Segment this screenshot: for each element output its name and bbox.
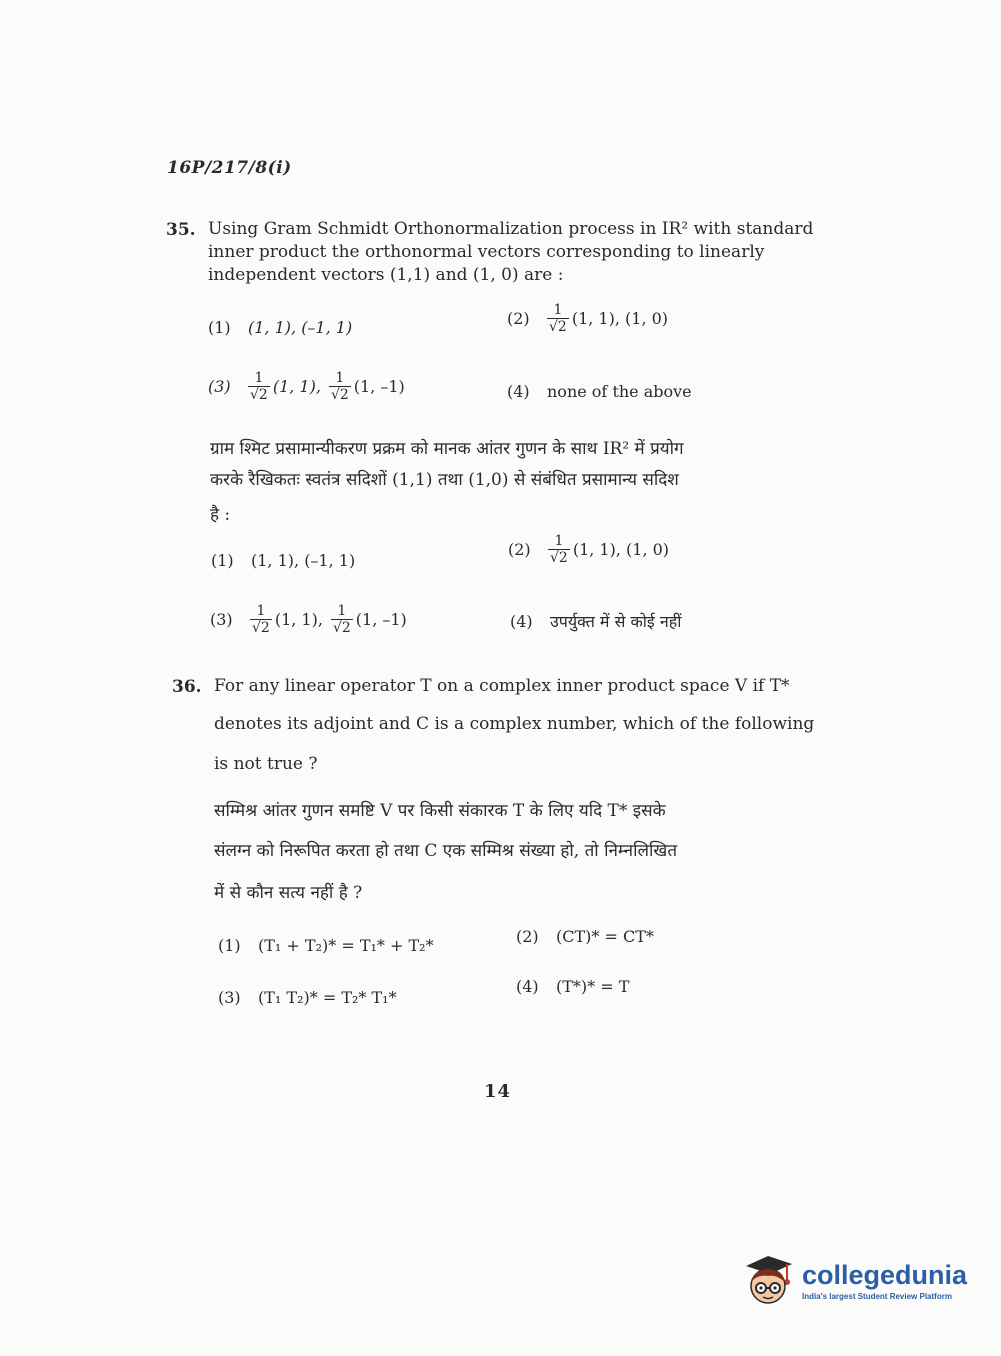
option-text: (1, 1), (1, 0)	[572, 540, 670, 559]
collegedunia-watermark	[742, 1252, 967, 1310]
option-label: (1)	[211, 551, 234, 570]
question-36-hi-line-1: सम्मिश्र आंतर गुणन समष्टि V पर किसी संकारक T के लिए यदि T* इसके	[214, 801, 666, 821]
q35-hi-option-4	[510, 610, 681, 632]
question-35-hi-line-2: करके रैखिकतः स्वतंत्र सदिशों (1,1) तथा (1,0) से संबंधित प्रसामान्य सदिश	[210, 470, 679, 490]
question-36-number: 36.	[172, 677, 202, 697]
option-label: (1)	[218, 936, 241, 955]
q35-en-option-4	[507, 382, 692, 401]
q36-option-1	[218, 936, 434, 955]
option-text: (CT)* = CT*	[556, 927, 654, 946]
q35-hi-option-1	[211, 551, 355, 570]
option-text: (1, 1), (–1, 1)	[248, 318, 353, 337]
q35-en-option-3	[208, 370, 405, 403]
question-35-hi-line-3: है :	[210, 505, 231, 525]
option-label: (3)	[218, 988, 241, 1007]
q35-hi-option-3	[210, 603, 407, 636]
question-35-line-2: inner product the orthonormal vectors corresponding to linearly	[208, 242, 765, 262]
fraction: $\frac{1}{√2}$	[250, 370, 268, 403]
paper-code: 16P/217/8(i)	[167, 158, 292, 178]
mascot-icon	[742, 1252, 796, 1310]
brand-name: collegedunia	[802, 1260, 968, 1290]
option-text: (T*)* = T	[556, 977, 630, 996]
question-35-line-1: Using Gram Schmidt Orthonormalization process in IR² with standard	[208, 219, 814, 239]
option-label: (2)	[508, 540, 531, 559]
option-text: (1, –1)	[353, 377, 405, 396]
option-text: none of the above	[547, 382, 692, 401]
option-text: (T₁ + T₂)* = T₁* + T₂*	[258, 936, 434, 955]
option-label: (2)	[516, 927, 539, 946]
option-text: (1, 1), (–1, 1)	[251, 551, 356, 570]
q35-en-option-1	[208, 318, 352, 337]
option-label: (4)	[510, 611, 533, 631]
q35-en-option-2	[507, 302, 668, 335]
question-35-hi-line-1: ग्राम श्मिट प्रसामान्यीकरण प्रक्रम को मानक आंतर गुणन के साथ IR² में प्रयोग	[210, 439, 684, 459]
option-text: (1, 1),	[274, 610, 323, 629]
option-text: (1, 1),	[272, 377, 321, 396]
q36-option-2	[516, 927, 654, 946]
question-36-line-2: denotes its adjoint and C is a complex number, which of the following	[214, 714, 815, 734]
option-text: उपर्युक्त में से कोई नहीं	[550, 612, 682, 631]
fraction: $\frac{1}{√2}$	[550, 533, 568, 566]
q35-hi-option-2	[508, 533, 669, 566]
question-36-hi-line-2: संलग्न को निरूपित करता हो तथा C एक सम्मिश्र संख्या हो, तो निम्नलिखित	[214, 841, 678, 861]
fraction: $\frac{1}{√2}$	[549, 302, 567, 335]
q36-option-4	[516, 977, 629, 996]
question-35-number: 35.	[166, 220, 196, 240]
page-number: 14	[484, 1081, 512, 1102]
question-35-line-3: independent vectors (1,1) and (1, 0) are :	[208, 265, 564, 285]
question-36-line-3: is not true ?	[214, 754, 318, 774]
fraction: $\frac{1}{√2}$	[332, 603, 351, 636]
option-text: (T₁ T₂)* = T₂* T₁*	[258, 988, 397, 1007]
question-36-line-1: For any linear operator T on a complex inner product space V if T*	[214, 676, 790, 696]
option-text: (1, 1), (1, 0)	[571, 309, 669, 328]
option-label: (3)	[210, 610, 233, 629]
option-text: (1, –1)	[355, 610, 407, 629]
q36-option-3	[218, 988, 397, 1007]
option-label: (4)	[507, 382, 530, 401]
option-label: (4)	[516, 977, 539, 996]
option-label: (1)	[208, 318, 231, 337]
fraction: $\frac{1}{√2}$	[252, 603, 270, 636]
question-36-hi-line-3: में से कौन सत्य नहीं है ?	[214, 883, 363, 903]
option-label: (2)	[507, 309, 530, 328]
fraction: $\frac{1}{√2}$	[330, 370, 349, 403]
brand-tagline: India's largest Student Review Platform	[802, 1292, 952, 1301]
option-label: (3)	[208, 377, 231, 396]
